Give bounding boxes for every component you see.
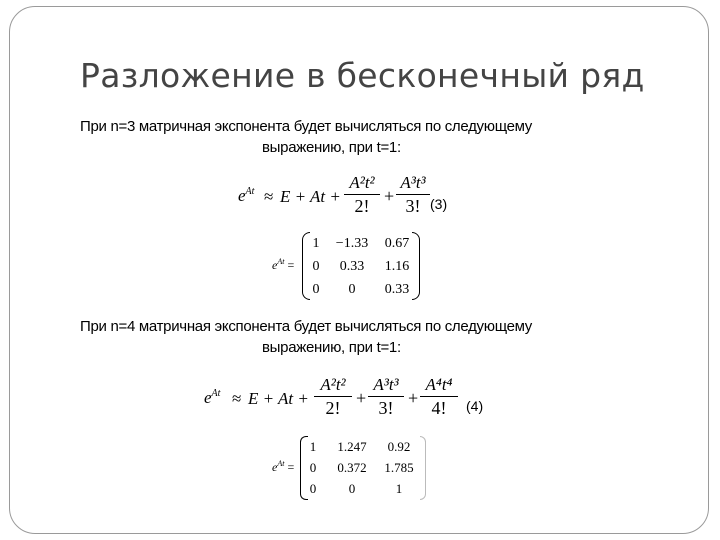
matrix4-cell: 0: [309, 481, 317, 496]
matrix4-cell: 1.247: [337, 439, 367, 454]
matrix4-cell: 0.92: [387, 439, 411, 454]
matrix4-cell: 1.785: [384, 460, 414, 475]
equation-number-4: (4): [466, 398, 484, 414]
section2-intro-line1: При n=4 матричная экспонента будет вычисляться по следующему: [80, 318, 532, 335]
matrix-4: [300, 436, 426, 500]
formula4-plus: +: [408, 388, 419, 408]
section1-intro-line2: выражению, при t=1:: [262, 139, 401, 156]
formula3-frac1-den: 2!: [354, 196, 370, 216]
formula4-frac2-den: 3!: [378, 398, 394, 418]
matrix-3: [302, 232, 420, 300]
formula4-frac2-num: A³t³: [373, 375, 399, 394]
matrix3-cell: 0.33: [384, 282, 410, 297]
formula3-approx: ≈: [264, 187, 274, 206]
section2-intro: [80, 316, 640, 358]
formula3-plus: +: [384, 186, 395, 206]
matrix3-cell: 0: [312, 282, 320, 297]
formula3-frac2: [396, 173, 430, 216]
slide-title: Разложение в бесконечный ряд: [80, 56, 645, 95]
matrix3-cell: −1.33: [335, 236, 369, 251]
formula4-terms: E + At +: [248, 389, 309, 408]
matrix3-cell: 1: [312, 236, 320, 251]
matrix3-cell: 0.33: [339, 259, 365, 274]
matrix3-cell: 0: [312, 259, 320, 274]
matrix4-lhs: $e^{At}$ =: [272, 459, 295, 474]
matrix3-lhs: $e^{At}$ =: [272, 257, 295, 272]
formula3-frac2-den: 3!: [405, 196, 421, 216]
equation-number-3: (3): [430, 196, 448, 212]
formula3-frac1-num: A²t²: [349, 173, 375, 192]
section2-intro-line2: выражению, при t=1:: [262, 339, 401, 356]
matrix4-cell: 0: [309, 460, 317, 475]
section1-intro-line1: При n=3 матричная экспонента будет вычисляться по следующему: [80, 118, 532, 135]
formula3-terms: E + At +: [280, 187, 341, 206]
matrix4-cell: 1: [395, 481, 403, 496]
formula4-frac3: [420, 375, 458, 418]
formula4-lhs: $e^{At}$: [204, 388, 221, 407]
matrix3-cell: 0: [348, 282, 356, 297]
matrix3-cell: 1.16: [384, 259, 410, 274]
formula4-plus: +: [356, 388, 367, 408]
matrix4-cell: 0: [348, 481, 356, 496]
formula4-frac2: [368, 375, 404, 418]
formula4-frac3-num: A⁴t⁴: [425, 375, 453, 394]
matrix4-cell: 1: [309, 439, 317, 454]
formula3-frac2-num: A³t³: [400, 173, 426, 192]
matrix3-cell: 0.67: [384, 236, 410, 251]
formula3-lhs: $e^{At}$: [238, 186, 255, 205]
section1-intro: [80, 116, 640, 158]
formula4-frac1: [314, 375, 352, 418]
matrix4-cell: 0.372: [337, 460, 367, 475]
formula4-approx: ≈: [232, 389, 242, 408]
formula4-frac1-num: A²t²: [320, 375, 346, 394]
formula3-frac1: [344, 173, 380, 216]
formula4-frac3-den: 4!: [431, 398, 447, 418]
formula4-frac1-den: 2!: [325, 398, 341, 418]
